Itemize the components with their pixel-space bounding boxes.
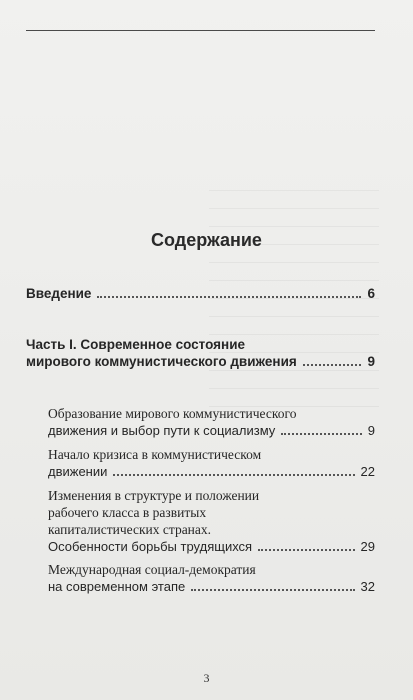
toc-entry-page: 29 — [360, 539, 375, 554]
dot-leader — [258, 549, 354, 551]
toc-entry-page: 6 — [367, 286, 375, 301]
header-rule — [26, 30, 375, 31]
toc-entry-label: Особенности борьбы трудящихся — [48, 539, 253, 554]
toc-entry-page: 22 — [360, 464, 375, 479]
toc-entry-label: мирового коммунистического движения — [26, 354, 297, 369]
toc-entry-label: рабочего класса в развитых — [48, 505, 207, 520]
page-number: 3 — [203, 671, 210, 685]
dot-leader — [97, 296, 361, 298]
toc-entry-label: Введение — [26, 286, 92, 301]
toc-entry-label: Изменения в структуре и положении — [48, 488, 260, 503]
toc-entry[interactable] — [48, 446, 375, 480]
toc-entry-label: Часть I. Современное состояние — [26, 337, 246, 352]
toc-entry[interactable] — [48, 405, 375, 439]
toc-entry-label: Образование мирового коммунистического — [48, 406, 297, 421]
toc-entry-page: 9 — [367, 354, 375, 369]
toc-entry[interactable] — [48, 487, 375, 555]
dot-leader — [191, 589, 354, 591]
dot-leader — [281, 433, 361, 435]
toc-entry-label: капиталистических странах. — [48, 522, 212, 537]
toc-title: Содержание — [151, 230, 262, 250]
toc-entry-page: 9 — [367, 423, 375, 438]
dot-leader — [303, 364, 362, 366]
toc-entry-page: 32 — [360, 579, 375, 594]
toc-entry-label: движении — [48, 464, 108, 479]
toc-entry[interactable] — [48, 561, 375, 595]
toc-entry-intro[interactable] — [26, 285, 375, 302]
toc-entry-label: Международная социал-демократия — [48, 562, 256, 577]
toc-entry-label: движения и выбор пути к социализму — [48, 423, 276, 438]
dot-leader — [113, 474, 354, 476]
toc-entry-label: Начало кризиса в коммунистическом — [48, 447, 262, 462]
toc-entry-part1[interactable] — [26, 336, 375, 370]
toc-entry-label: на современном этапе — [48, 579, 186, 594]
